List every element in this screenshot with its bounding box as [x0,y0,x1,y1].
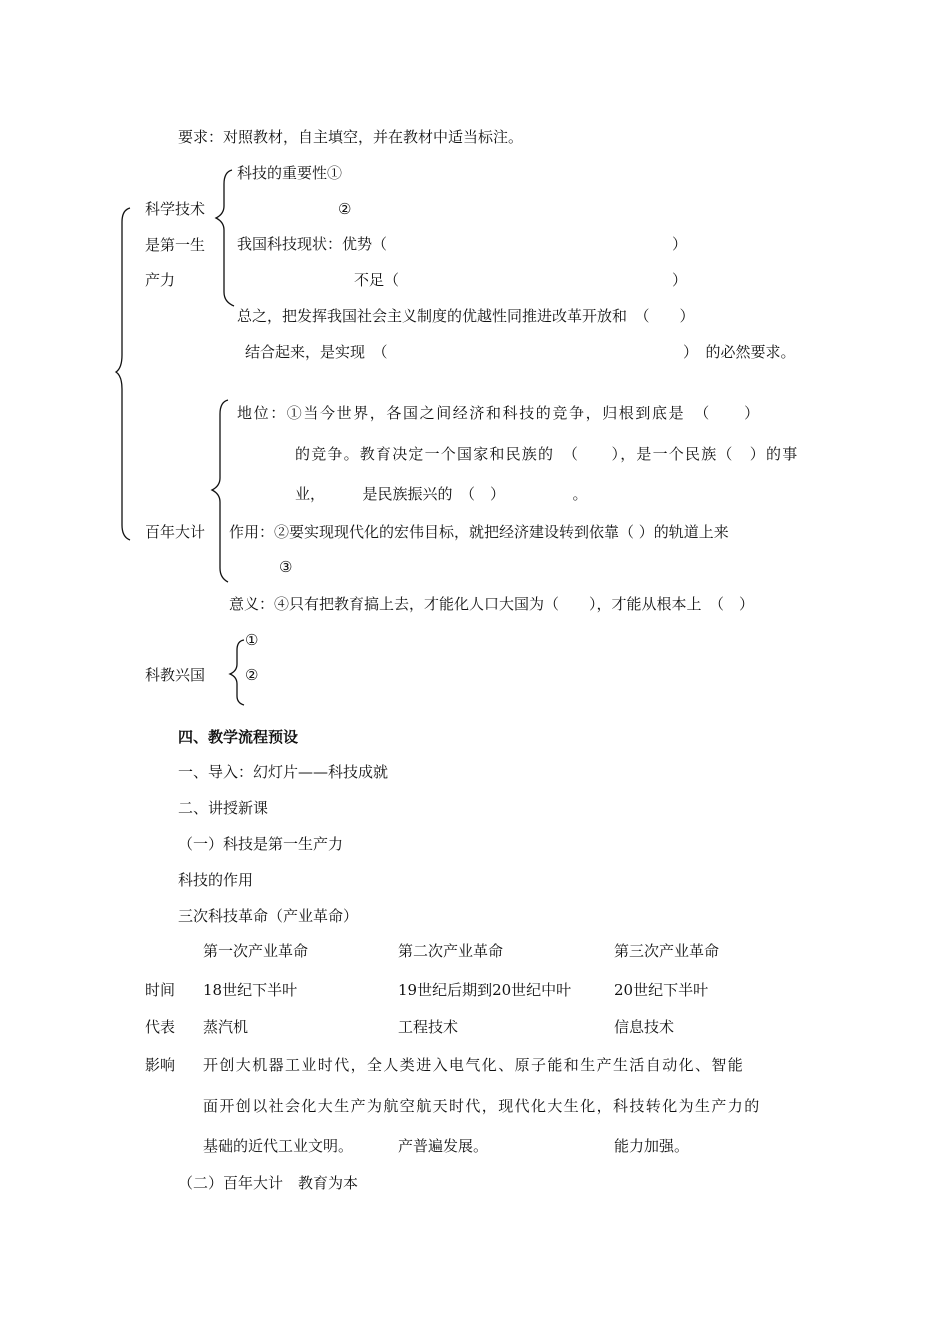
sci-summary-line2a: 结合起来，是实现 （ [245,343,388,361]
edu-role-line: 作用：②要实现现代化的宏伟目标，就把经济建设转到依靠（ ）的轨道上来 [229,523,729,541]
flow-three-revolutions: 三次科技革命（产业革命） [178,907,359,925]
requirement-text: 要求：对照教材，自主填空，并在教材中适当标注。 [178,128,524,146]
flow-step1: 一、导入：幻灯片——科技成就 [178,763,389,781]
sci-topic-line2: 是第一生 [145,236,206,254]
edu-position-line2: 的竞争。教育决定一个国家和民族的 （ ），是一个民族（ ）的事 [295,445,799,463]
edu-circle3: ③ [279,558,293,576]
table-impact-label: 影响 [145,1056,176,1074]
table-row-label-time: 时间 [145,981,176,999]
table-cell-rep-2: 工程技术 [398,1018,459,1036]
sci-status-close1: ） [672,235,688,253]
sci-circle2: ② [338,200,352,218]
flow-role-of-tech: 科技的作用 [178,871,254,889]
table-col-2: 第二次产业革命 [398,942,504,960]
table-impact-line3b: 产普遍发展。 [398,1137,489,1155]
flow-sub1: （一）科技是第一生产力 [178,835,344,853]
table-row-label-rep: 代表 [145,1018,176,1036]
table-cell-rep-3: 信息技术 [614,1018,675,1036]
flow-step2: 二、讲授新课 [178,799,269,817]
table-cell-rep-1: 蒸汽机 [203,1018,249,1036]
edu-position-line3: 业， 是民族振兴的 （ ） 。 [295,485,588,503]
strategy-brace [230,640,244,705]
sci-summary-line2b: ） 的必然要求。 [683,343,796,361]
strategy-label: 科教兴国 [145,666,206,684]
strategy-item1: ① [245,631,259,649]
flow-heading: 四、教学流程预设 [178,728,299,746]
edu-topic: 百年大计 [145,523,206,541]
edu-meaning-line: 意义：④只有把教育搞上去，才能化人口大国为（ ），才能从根本上 （ ） [229,595,755,613]
table-col-1: 第一次产业革命 [203,942,309,960]
closing-heading: （二）百年大计 教育为本 [178,1174,359,1192]
strategy-item2: ② [245,666,259,684]
table-cell-time-2: 19世纪后期到20世纪中叶 [398,981,572,999]
sci-summary-line1: 总之，把发挥我国社会主义制度的优越性同推进改革开放和 （ ） [237,307,695,325]
table-impact-line3c: 能力加强。 [614,1137,690,1155]
table-cell-time-3: 20世纪下半叶 [614,981,709,999]
sci-status-close2: ） [672,271,688,289]
table-cell-time-1: 18世纪下半叶 [203,981,298,999]
table-impact-line3a: 基础的近代工业文明。 [203,1137,354,1155]
sci-brace [216,170,234,306]
sci-status-label: 我国科技现状：优势（ [237,235,388,253]
sci-topic-line3: 产力 [145,271,176,289]
edu-position-line1: 地位：①当今世界，各国之间经济和科技的竞争，归根到底是 （ ） [237,404,761,422]
table-impact-line2: 面开创以社会化大生产为航空航天时代，现代化大生化，科技转化为生产力的 [203,1097,761,1115]
table-impact-line1: 开创大机器工业时代，全人类进入电气化、原子能和生产生活自动化、智能 [203,1056,745,1074]
sci-shortfall: 不足（ [354,271,400,289]
sci-importance: 科技的重要性① [237,164,343,182]
outer-brace [116,208,130,540]
table-col-3: 第三次产业革命 [614,942,720,960]
sci-topic-line1: 科学技术 [145,200,206,218]
edu-brace [212,400,228,582]
